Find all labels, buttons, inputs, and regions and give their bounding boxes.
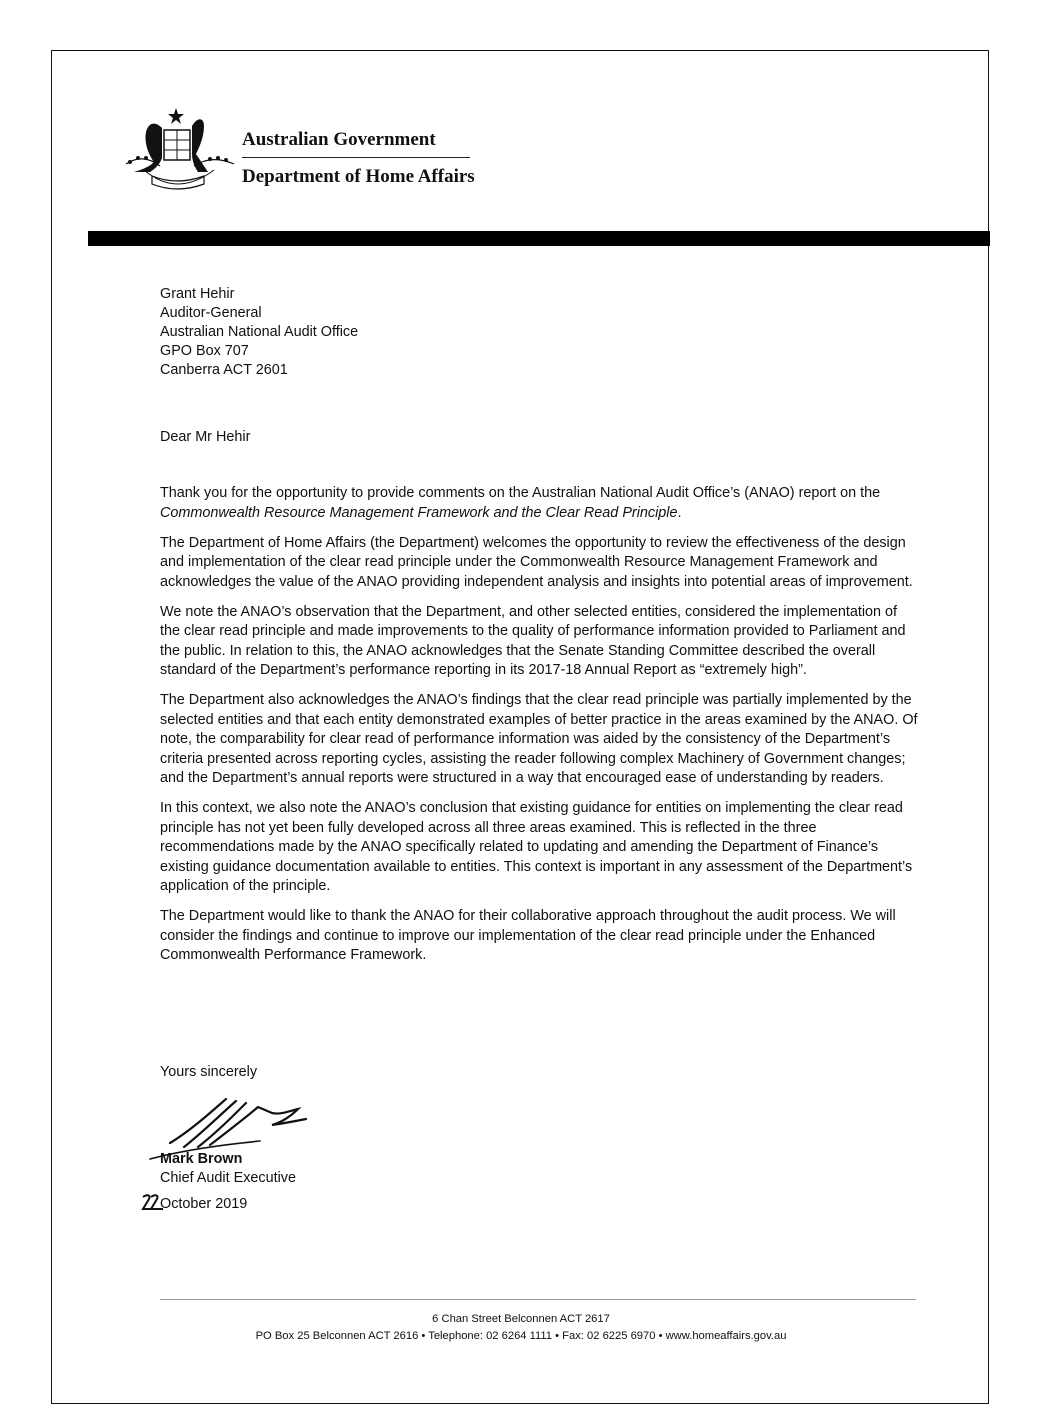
letter-page [51, 50, 989, 1404]
body-paragraph: Thank you for the opportunity to provide comments on the Australian National Audit Office’s (ANAO) report on the Commonwealth Resource Management Framework and the Clear Read Principle. [160, 485, 881, 521]
footer-street-address: 6 Chan Street Belconnen ACT 2617 [432, 1313, 610, 1325]
letterhead-divider [242, 157, 470, 158]
letterhead-banner [88, 231, 990, 246]
report-title: Commonwealth Resource Management Framework and the Clear Read Principle [160, 504, 678, 521]
salutation: Dear Mr Hehir [160, 429, 251, 445]
government-name: Australian Government [242, 129, 436, 150]
recipient-organisation: Australian National Audit Office [160, 324, 359, 340]
footer-contact-details: PO Box 25 Belconnen ACT 2616 • Telephone: 02 6264 1111 • Fax: 02 6225 6970 • www.homeaffairs.gov.au [255, 1330, 787, 1342]
letter-body [160, 484, 920, 976]
body-paragraph: In this context, we also note the ANAO’s conclusion that existing guidance for entities on implementing the clear read principle has not yet been fully developed across all three areas examined. This is reflected in the three recommendations made by the ANAO specifically related to updating and amending the Department of Finance’s existing guidance documentation available to entities. This context is important in any assessment of the Department’s application of the principle. [160, 800, 913, 894]
body-paragraph: The Department would like to thank the ANAO for their collaborative approach throughout the audit process. We will consider the findings and continue to improve our implementation of the clear read principle under the Enhanced Commonwealth Performance Framework. [160, 908, 896, 963]
letter-date: October 2019 [160, 1196, 248, 1212]
coat-of-arms-logo [124, 106, 244, 202]
recipient-address [160, 285, 358, 380]
recipient-name: Grant Hehir [160, 286, 235, 302]
footer-divider [160, 1299, 916, 1300]
body-paragraph: The Department also acknowledges the ANAO’s findings that the clear read principle was partially implemented by the selected entities and that each entity demonstrated examples of better practice in the areas examined by the ANAO. Of note, the comparability for clear read of performance information was aided by the consistency of the Department’s criteria presented across reporting cycles, assisting the reader following complex Machinery of Government changes; and the Department’s annual reports were structured in a way that encouraged ease of understanding by readers. [160, 692, 918, 786]
recipient-po-box: GPO Box 707 [160, 343, 249, 359]
recipient-city: Canberra ACT 2601 [160, 362, 288, 378]
body-paragraph: We note the ANAO’s observation that the Department, and other selected entities, considered the implementation of the clear read principle and made improvements to the quality of performance information provided to Parliament and the public. In relation to this, the ANAO acknowledges that the Senate Standing Committee described the overall standard of the Department’s performance reporting in its 2017-18 Annual Report as “extremely high”. [160, 603, 906, 678]
sign-off: Yours sincerely [160, 1064, 258, 1080]
body-paragraph: The Department of Home Affairs (the Department) welcomes the opportunity to review the effectiveness of the design and implementation of the clear read principle under the Commonwealth Resource Management Framework and acknowledges the value of the ANAO providing independent analysis and insights into potential areas of improvement. [160, 534, 913, 590]
department-name: Department of Home Affairs [242, 166, 475, 187]
recipient-title: Auditor-General [160, 305, 262, 321]
signer-title: Chief Audit Executive [160, 1170, 296, 1186]
signer-name: Mark Brown [160, 1151, 243, 1167]
